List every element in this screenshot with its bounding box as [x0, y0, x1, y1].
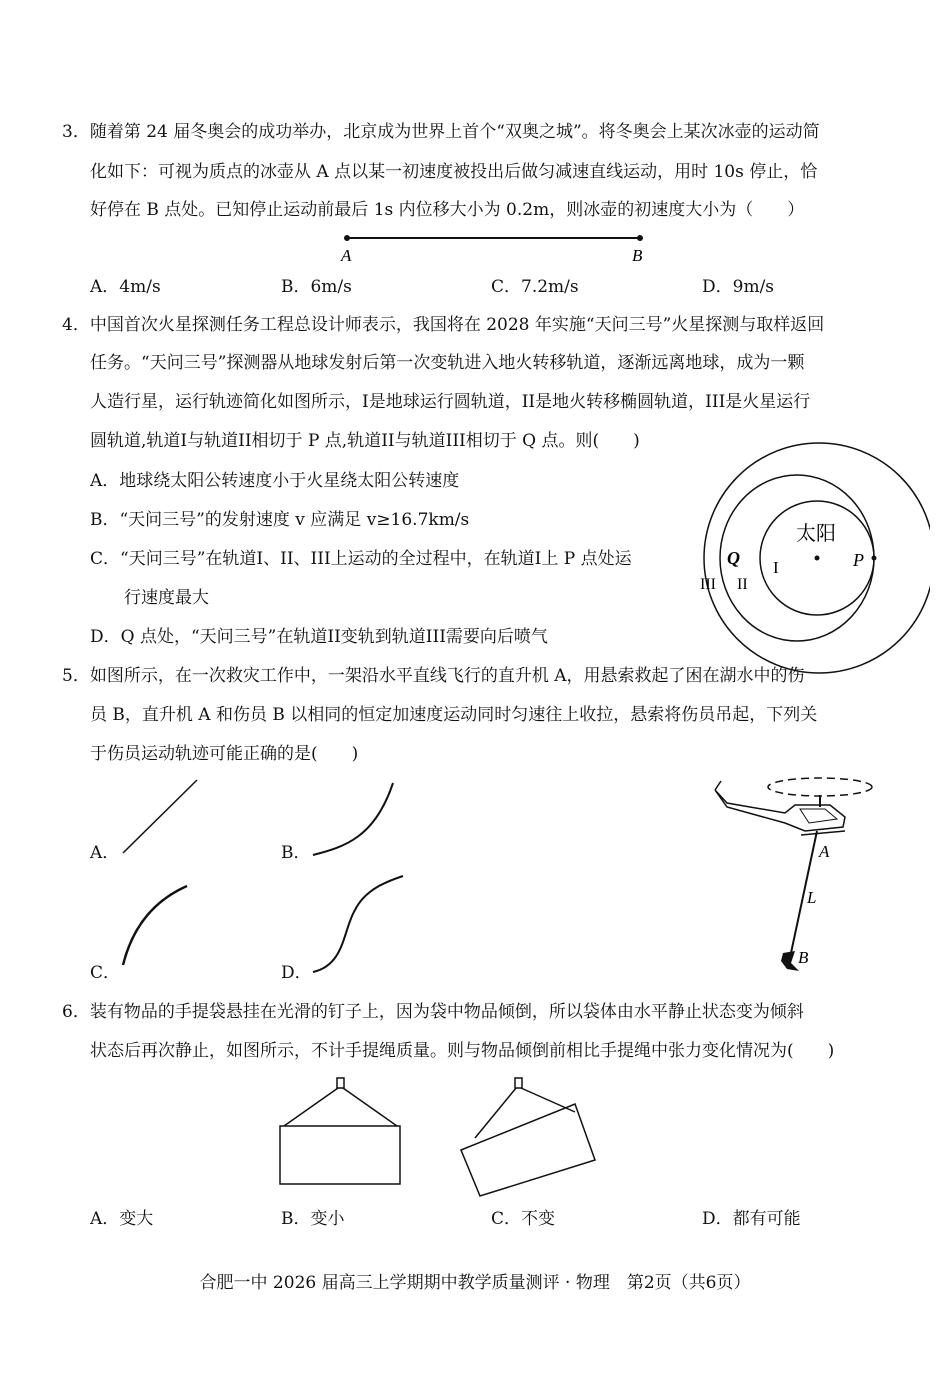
- label-a: A: [819, 842, 830, 861]
- q3-stem-line1: 3．随着第 24 届冬奥会的成功举办，北京成为世界上首个“双奥之城”。将冬奥会上某次冰壶的运动简: [62, 122, 820, 142]
- q5-option-b[interactable]: B．: [281, 843, 311, 863]
- q3-option-c[interactable]: C．7.2m/s: [491, 277, 579, 297]
- page-footer: 合肥一中 2026 届高三上学期期中教学质量测评 · 物理 第2页（共6页）: [199, 1273, 751, 1293]
- q6-option-b[interactable]: B．变小: [281, 1209, 345, 1229]
- q5-option-a-graph: [115, 775, 205, 860]
- nail-left: [337, 1078, 344, 1088]
- curve-path: [123, 886, 187, 965]
- orbit-ii-label: II: [737, 576, 748, 593]
- q3-stem-line3: 好停在 B 点处。已知停止运动前最后 1s 内位移大小为 0.2m，则冰壶的初速度大小为（ ）: [90, 200, 805, 220]
- q5-option-a[interactable]: A．: [90, 843, 120, 863]
- q6-option-a[interactable]: A．变大: [90, 1209, 154, 1229]
- fuselage: [715, 790, 845, 831]
- label-a: A: [341, 246, 352, 265]
- skid: [801, 831, 845, 835]
- q5-option-c-graph: [115, 880, 205, 970]
- bag-tilted: [461, 1104, 595, 1196]
- q3-track-figure: [330, 228, 660, 268]
- orbit-iii-label: III: [700, 576, 716, 593]
- q4-stem-line3: 人造行星，运行轨迹简化如图所示，I是地球运行圆轨道，II是地火转移椭圆轨道，III是火星运行: [90, 392, 811, 412]
- q6-stem-line2: 状态后再次静止，如图所示，不计手提绳质量。则与物品倾倒前相比手提绳中张力变化情况为( ): [90, 1041, 835, 1061]
- person-b: [781, 951, 799, 971]
- nail-right: [515, 1078, 522, 1088]
- q3-stem-line2: 化如下：可视为质点的冰壶从 A 点以某一初速度被投出后做匀减速直线运动，用时 10s 停止，恰: [90, 162, 818, 182]
- rope-left-2: [343, 1088, 397, 1126]
- q5-stem-line2: 员 B，直升机 A 和伤员 B 以相同的恒定加速度运动同时匀速往上收拉，悬索将伤员吊起，下列关: [90, 705, 818, 725]
- point-a: [344, 235, 350, 241]
- q4-option-c-line1[interactable]: C．“天问三号”在轨道I、II、III上运动的全过程中，在轨道I上 P 点处运: [90, 549, 632, 569]
- rotor: [768, 778, 872, 796]
- s-curve-path: [313, 876, 403, 972]
- curve-path: [313, 783, 393, 855]
- q-label: Q: [727, 548, 740, 568]
- rope-left-1: [284, 1088, 338, 1126]
- q6-stem-line1: 6．装有物品的手提袋悬挂在光滑的钉子上，因为袋中物品倾倒，所以袋体由水平静止状态变为倾斜: [62, 1002, 804, 1022]
- point-p-dot: [872, 556, 877, 561]
- q5-option-d[interactable]: D．: [281, 963, 312, 983]
- q3-option-a[interactable]: A．4m/s: [90, 277, 161, 297]
- straight-path: [123, 780, 197, 853]
- q4-option-b[interactable]: B．“天问三号”的发射速度 v 应满足 v≥16.7km/s: [90, 510, 470, 530]
- cockpit: [800, 809, 837, 823]
- q5-option-b-graph: [305, 775, 400, 860]
- q5-stem-line1: 5．如图所示，在一次救灾工作中，一架沿水平直线飞行的直升机 A，用悬索救起了困在湖水中的伤: [62, 666, 805, 686]
- p-label: P: [853, 550, 864, 570]
- q5-helicopter-figure: [705, 765, 890, 980]
- label-b: B: [632, 246, 643, 265]
- q3-option-d[interactable]: D．9m/s: [702, 277, 775, 297]
- q6-option-d[interactable]: D．都有可能: [702, 1209, 801, 1229]
- tail-fin: [715, 781, 721, 790]
- q4-stem-line1: 4．中国首次火星探测任务工程总设计师表示，我国将在 2028 年实施“天问三号”火星探测与取样返回: [62, 315, 825, 335]
- q6-bag-figure: [270, 1070, 610, 1200]
- q4-option-a[interactable]: A．地球绕太阳公转速度小于火星绕太阳公转速度: [90, 471, 460, 491]
- q5-option-d-graph: [305, 870, 405, 980]
- q5-option-c[interactable]: C．: [90, 963, 121, 983]
- q5-stem-line3: 于伤员运动轨迹可能正确的是( ): [90, 744, 359, 764]
- q4-option-d[interactable]: D．Q 点处，“天问三号”在轨道II变轨到轨道III需要向后喷气: [90, 627, 548, 647]
- sun-dot: [815, 556, 820, 561]
- q4-stem-line2: 任务。“天问三号”探测器从地球发射后第一次变轨进入地火转移轨道，逐渐远离地球，成为一颗: [90, 353, 805, 373]
- q4-stem-line4: 圆轨道,轨道I与轨道II相切于 P 点,轨道II与轨道III相切于 Q 点。则( ): [90, 431, 640, 451]
- orbit-i-label: I: [773, 558, 779, 577]
- label-l: L: [807, 888, 817, 907]
- rope-right-2: [521, 1088, 575, 1112]
- q4-option-c-line2[interactable]: 行速度最大: [124, 588, 209, 608]
- sun-label: 太阳: [796, 523, 836, 545]
- q6-option-c[interactable]: C．不变: [491, 1209, 556, 1229]
- point-b: [637, 235, 643, 241]
- q4-orbit-figure: [695, 440, 930, 678]
- label-b: B: [798, 948, 809, 967]
- orbit-ii: [720, 475, 874, 641]
- bag-level: [280, 1126, 400, 1184]
- q3-option-b[interactable]: B．6m/s: [281, 277, 352, 297]
